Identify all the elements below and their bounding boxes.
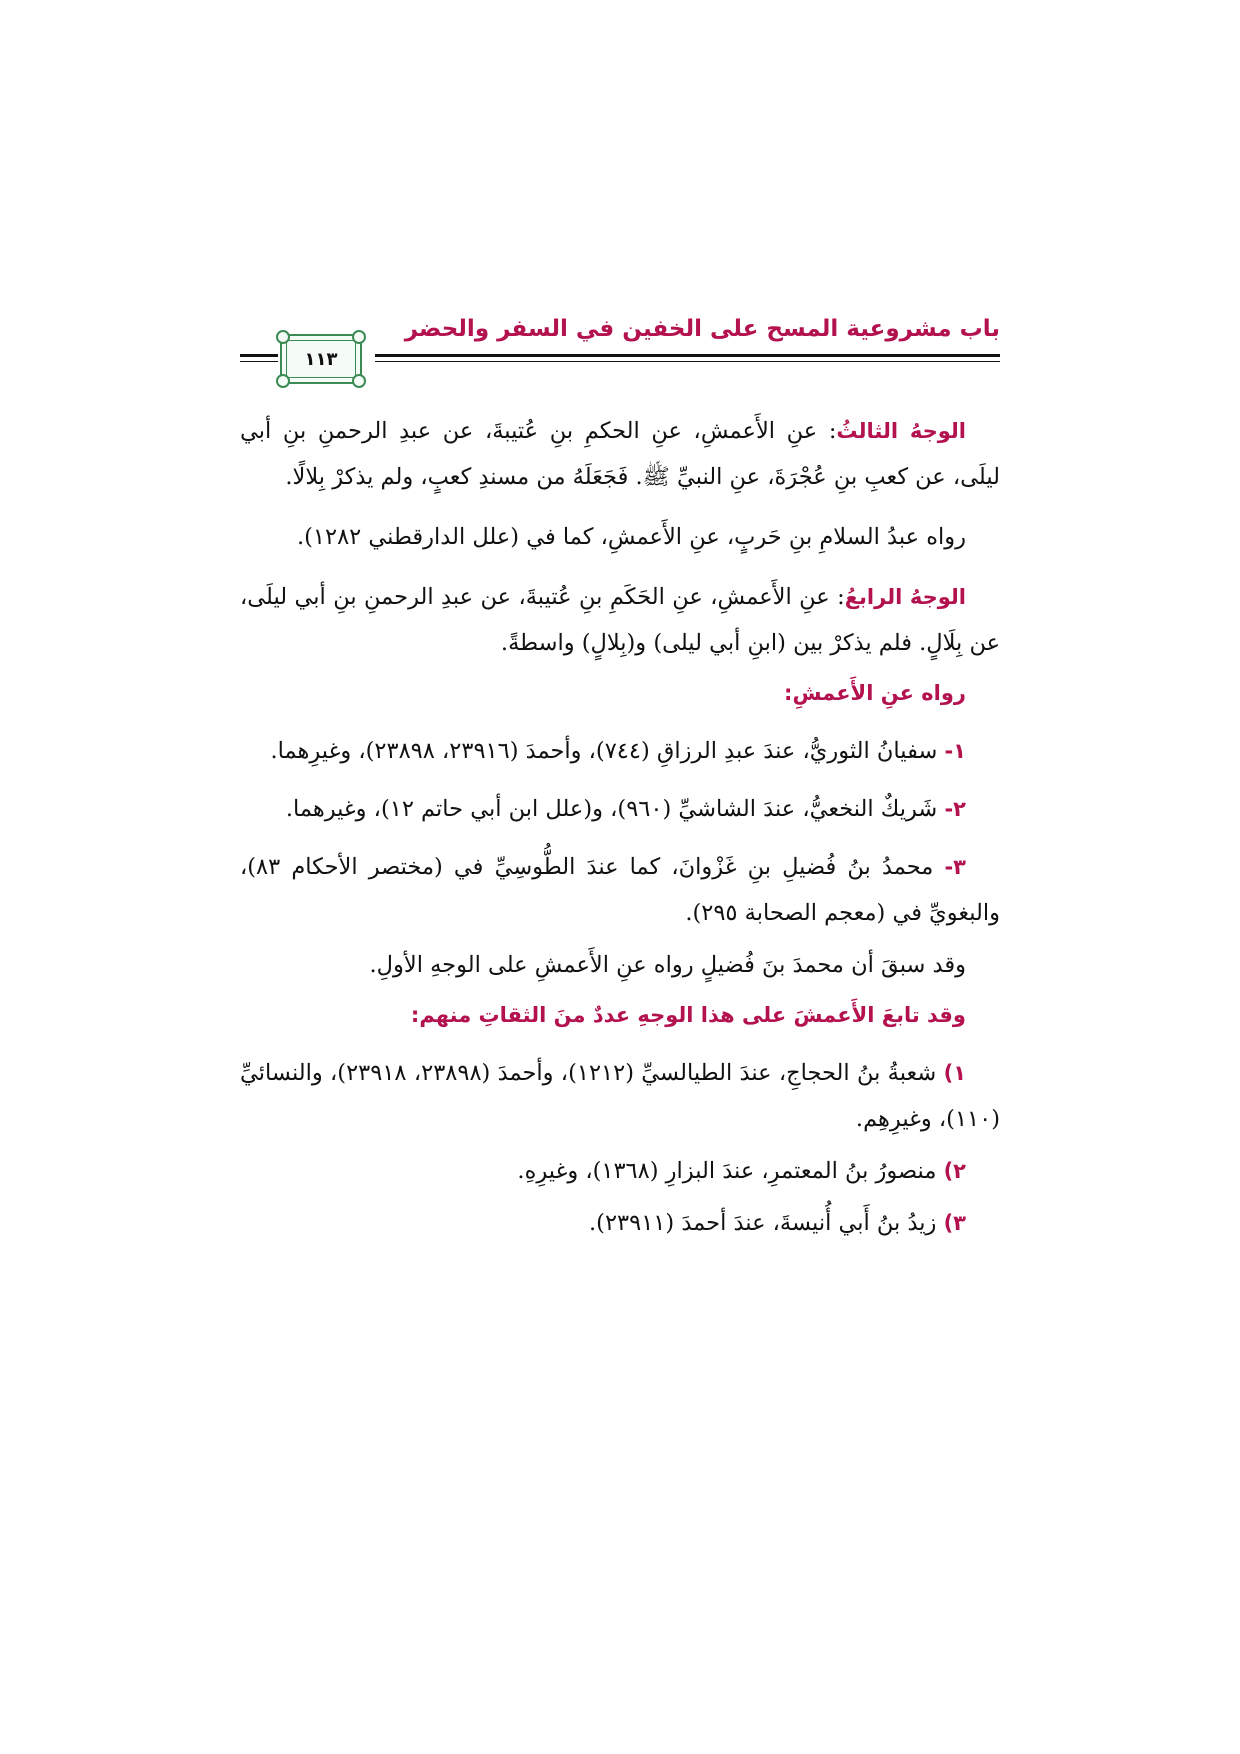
section-heading (240, 992, 1000, 1038)
page-number-frame (280, 334, 362, 384)
narrators-heading: رواه عنِ الأَعمشِ: (784, 681, 966, 705)
page-header (240, 316, 1000, 386)
third-view-text: : عنِ الأَعمشِ، عنِ الحكمِ بنِ عُتيبةَ، عن عبدِ الرحمنِ بنِ أبي ليلَى، عن كعبِ بنِ عُجْرَةَ، عنِ النبيِّ ﷺ. فَجَعَلَهُ من مسندِ كعبٍ، ولم يذكرْ بِلالًا. (240, 418, 1000, 490)
item-number: ٣- (944, 855, 966, 879)
list-item (240, 786, 1000, 832)
header-rule-left (240, 354, 278, 357)
list-item (240, 844, 1000, 936)
item-number: ١- (944, 739, 966, 763)
ornament-icon (352, 374, 366, 388)
item-text: منصورُ بنُ المعتمرِ، عندَ البزارِ (١٣٦٨)، وغيرِهِ. (517, 1158, 944, 1184)
paragraph-narration (240, 514, 1000, 560)
paragraph-fourth-view (240, 574, 1000, 666)
item-text: محمدُ بنُ فُضيلِ بنِ غَزْوانَ، كما عندَ الطُّوسِيِّ في (مختصر الأحكام ٨٣)، والبغويِّ في (معجم الصحابة ٢٩٥). (240, 854, 1000, 926)
item-number: ٣) (943, 1211, 966, 1235)
list-item (240, 1148, 1000, 1194)
header-rule-right-thin (375, 361, 1000, 362)
chapter-title: باب مشروعية المسح على الخفين في السفر والحضر (404, 316, 1000, 342)
ornament-icon (352, 330, 366, 344)
section-heading (240, 670, 1000, 716)
page-number: ١١٣ (304, 348, 338, 370)
item-number: ١) (943, 1061, 967, 1085)
narration-text: رواه عبدُ السلامِ بنِ حَربٍ، عنِ الأَعمشِ، كما في (علل الدارقطني ١٢٨٢). (296, 524, 966, 550)
fourth-view-text: : عنِ الأَعمشِ، عنِ الحَكَمِ بنِ عُتيبةَ، عن عبدِ الرحمنِ بنِ أبي ليلَى، عن بِلَالٍ. فلم يذكرْ بين (ابنِ أبي ليلى) و(بِلالٍ) واسطةً. (240, 584, 1000, 656)
fourth-view-label: الوجهُ الرابعُ (844, 585, 966, 609)
list-item (240, 1050, 1000, 1142)
ornament-icon (276, 330, 290, 344)
item-text: زيدُ بنُ أَبي أُنيسةَ، عندَ أحمدَ (٢٣٩١١). (589, 1210, 944, 1236)
item-number: ٢- (944, 797, 966, 821)
note-text: وقد سبقَ أن محمدَ بنَ فُضيلٍ رواه عنِ الأَعمشِ على الوجهِ الأولِ. (369, 952, 966, 978)
item-number: ٢) (943, 1159, 966, 1183)
ornament-icon (276, 374, 290, 388)
item-text: سفيانُ الثوريُّ، عندَ عبدِ الرزاقِ (٧٤٤)، وأحمدَ (٢٣٩١٦، ٢٣٨٩٨)، وغيرِهما. (270, 738, 945, 764)
list-item (240, 1200, 1000, 1246)
page-body (240, 408, 1000, 1258)
paragraph-note (240, 942, 1000, 988)
third-view-label: الوجهُ الثالثُ (836, 419, 966, 443)
paragraph-third-view (240, 408, 1000, 500)
item-text: شعبةُ بنُ الحجاجِ، عندَ الطيالسيِّ (١٢١٢)، وأحمدَ (٢٣٨٩٨، ٢٣٩١٨)، والنسائيِّ (١١٠)، وغيرِهِم. (240, 1060, 1000, 1132)
item-text: شَريكٌ النخعيُّ، عندَ الشاشيِّ (٩٦٠)، و(علل ابن أبي حاتم ١٢)، وغيرهما. (285, 796, 945, 822)
list-item (240, 728, 1000, 774)
followers-heading: وقد تابعَ الأَعمشَ على هذا الوجهِ عددٌ منَ الثقاتِ منهم: (410, 1003, 966, 1027)
header-rule-right (375, 354, 1000, 357)
header-rule-left-thin (240, 361, 278, 362)
